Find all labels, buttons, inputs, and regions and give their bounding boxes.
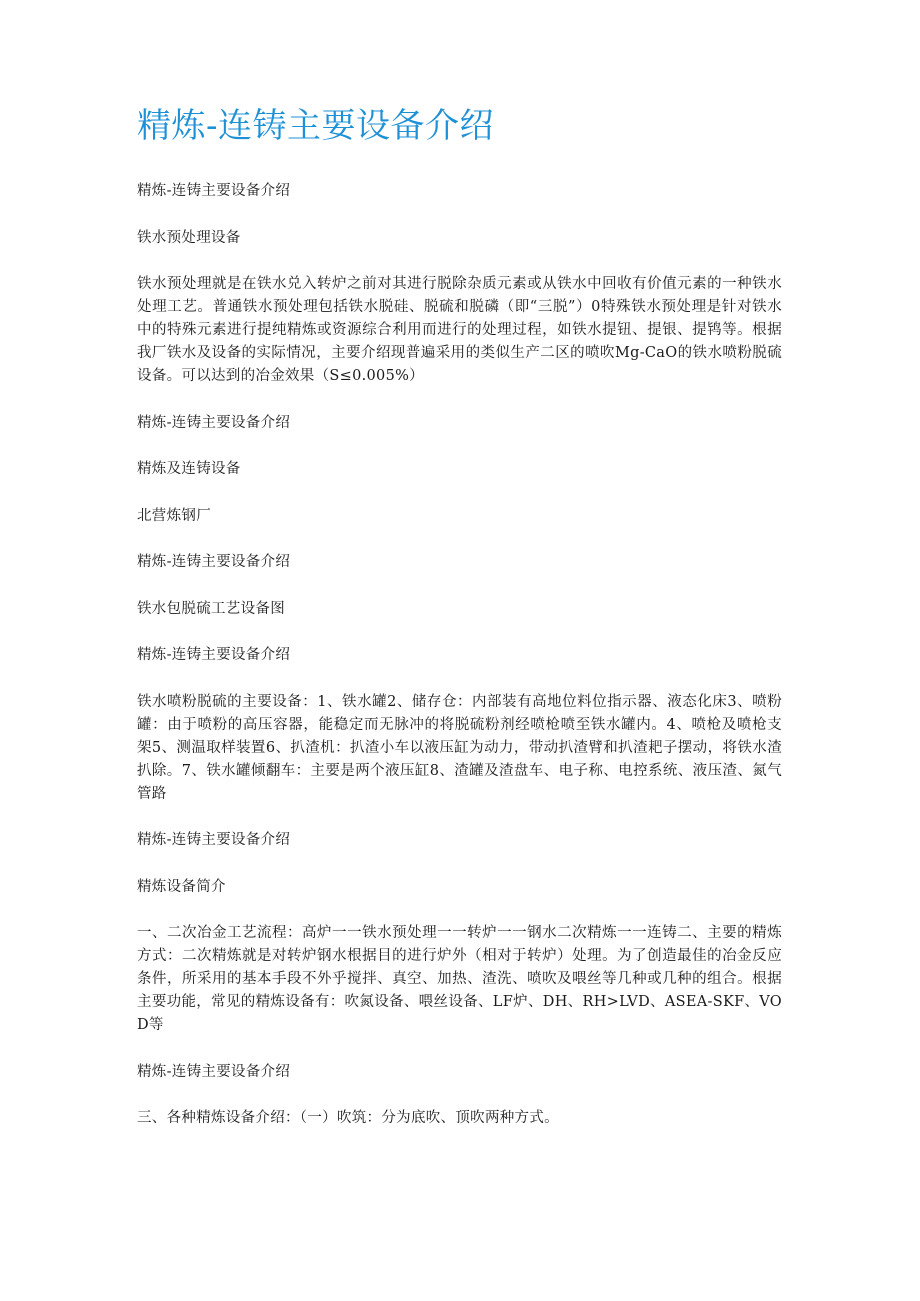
paragraph-body: 一、二次冶金工艺流程：高炉一一铁水预处理一一转炉一一钢水二次精炼一一连铸二、主要的精炼方式：二次精炼就是对转炉钢水根据目的进行炉外（相对于转炉）处理。为了创造最佳的冶金反应条件，所采用的基本手段不外乎搅拌、真空、加热、渣洗、喷吹及喂丝等几种或几种的组合。根据主要功能，常见的精炼设备有：吹氮设备、喂丝设备、LF炉、DH、RH>LVD、ASEA-SKF、VOD等 xyxy=(137,925,782,1033)
paragraph-section-heading: 精炼-连铸主要设备介绍 xyxy=(137,1063,291,1080)
paragraph-subheading: 铁水包脱硫工艺设备图 xyxy=(137,600,285,617)
paragraph-subheading: 北营炼钢厂 xyxy=(137,507,211,524)
paragraph-subheading: 铁水预处理设备 xyxy=(137,229,241,246)
paragraph-section-heading: 精炼-连铸主要设备介绍 xyxy=(137,832,291,848)
paragraph-section-heading: 精炼-连铸主要设备介绍 xyxy=(137,647,291,663)
paragraph-section-heading: 精炼-连铸主要设备介绍 xyxy=(137,183,291,199)
paragraph-body: 铁水预处理就是在铁水兑入转炉之前对其进行脱除杂质元素或从铁水中回收有价值元素的一种铁水处理工艺。普通铁水预处理包括铁水脱硅、脱硫和脱磷（即“三脱”）0特殊铁水预处理是针对铁水中的特殊元素进行提纯精炼或资源综合利用而进行的处理过程，如铁水提钮、提银、提鸨等。根据我厂铁水及设备的实际情况，主要介绍现普遍采用的类似生产二区的喷吹Mg-CaO的铁水喷粉脱硫设备。可以达到的冶金效果（S≤0.005%） xyxy=(137,276,782,384)
document-title: 精炼-连铸主要设备介绍 xyxy=(137,106,494,146)
paragraph-body: 铁水喷粉脱硫的主要设备：1、铁水罐2、储存仓：内部装有高地位料位指示器、液态化床3、喷粉罐：由于喷粉的高压容器，能稳定而无脉冲的将脱硫粉剂经喷枪喷至铁水罐内。4、喷枪及喷枪支架5、测温取样装置6、扒渣机：扒渣小车以液压缸为动力，带动扒渣臂和扒渣耙子摆动，将铁水渣扒除。7、铁水罐倾翻车：主要是两个液压缸8、渣罐及渣盘车、电子称、电控系统、液压渣、氮气管路 xyxy=(137,693,782,802)
paragraph-body: 三、各种精炼设备介绍：（一）吹筑：分为底吹、顶吹两种方式。 xyxy=(137,1110,559,1126)
paragraph-subheading: 精炼设备简介 xyxy=(137,878,226,895)
paragraph-section-heading: 精炼-连铸主要设备介绍 xyxy=(137,554,291,570)
paragraph-section-heading: 精炼-连铸主要设备介绍 xyxy=(137,414,291,431)
paragraph-subheading: 精炼及连铸设备 xyxy=(137,461,241,477)
